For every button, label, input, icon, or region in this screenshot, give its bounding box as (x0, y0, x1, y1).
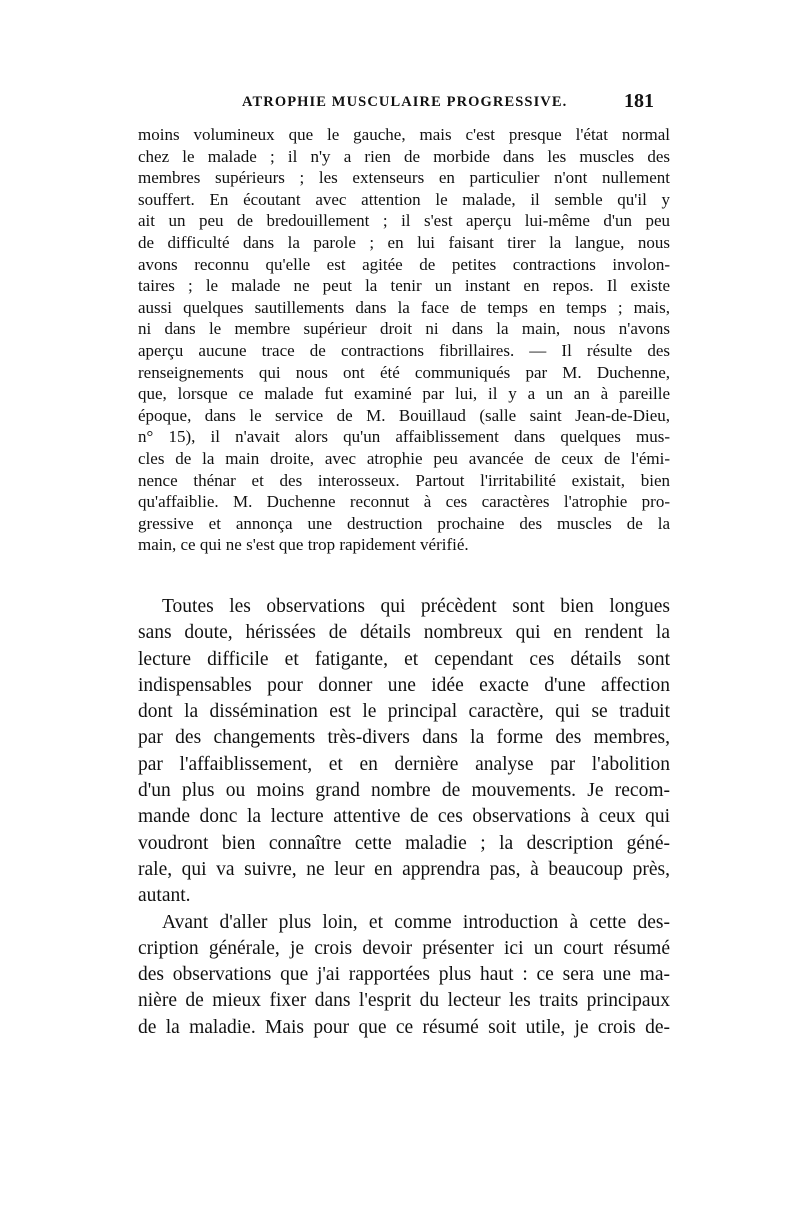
text-line: aperçu aucune trace de contractions fibrillaires. — Il résulte des (138, 340, 670, 360)
text-line: n° 15), il n'avait alors qu'un affaiblissement dans quelques mus- (138, 427, 670, 447)
text-line: nence thénar et des interosseux. Partout l'irritabilité existait, bien (138, 470, 670, 490)
text-line: de difficulté dans la parole ; en lui faisant tirer la langue, nous (138, 232, 670, 252)
page-number: 181 (624, 90, 654, 112)
text-line: que, lorsque ce malade fut examiné par lui, il y a un an à pareille (138, 384, 670, 404)
text-line: Avant d'aller plus loin, et comme introduction à cette des- (162, 911, 670, 933)
text-line: par des changements très-divers dans la forme des membres, (138, 727, 670, 749)
text-line: mande donc la lecture attentive de ces observations à ceux qui (138, 806, 670, 828)
text-line: autant. (138, 885, 191, 907)
text-line: ait un peu de bredouillement ; il s'est aperçu lui-même d'un peu (138, 211, 670, 231)
text-line: voudront bien connaître cette maladie ; la description géné- (138, 832, 670, 854)
text-line: lecture difficile et fatigante, et cependant ces détails sont (138, 648, 670, 670)
text-line: indispensables pour donner une idée exacte d'une affection (138, 674, 670, 696)
text-line: avons reconnu qu'elle est agitée de petites contractions involon- (138, 254, 670, 274)
text-line: chez le malade ; il n'y a rien de morbide dans les muscles des (138, 146, 670, 166)
discussion-paragraphs (138, 594, 670, 1041)
running-title: ATROPHIE MUSCULAIRE PROGRESSIVE. (242, 94, 568, 110)
text-line: des observations que j'ai rapportées plus haut : ce sera une ma- (138, 964, 670, 986)
text-line: membres supérieurs ; les extenseurs en particulier n'ont nullement (138, 168, 670, 188)
text-line: cles de la main droite, avec atrophie peu avancée de ceux de l'émi- (138, 448, 670, 468)
text-line: d'un plus ou moins grand nombre de mouvements. Je recom- (138, 780, 670, 802)
text-line: dont la dissémination est le principal caractère, qui se traduit (138, 701, 670, 723)
text-line: gressive et annonça une destruction prochaine des muscles de la (138, 513, 670, 533)
text-line: par l'affaiblissement, et en dernière analyse par l'abolition (138, 753, 670, 775)
text-line: moins volumineux que le gauche, mais c'est presque l'état normal (138, 125, 670, 144)
text-line: rale, qui va suivre, ne leur en apprendra pas, à beaucoup près, (138, 858, 670, 880)
text-line: cription générale, je crois devoir présenter ici un court résumé (138, 937, 670, 959)
text-line: ni dans le membre supérieur droit ni dans la main, nous n'avons (138, 319, 670, 339)
text-line: époque, dans le service de M. Bouillaud (salle saint Jean-de-Dieu, (138, 405, 670, 425)
text-line: Toutes les observations qui précèdent sont bien longues (162, 596, 670, 617)
text-line: nière de mieux fixer dans l'esprit du lecteur les traits principaux (138, 990, 670, 1012)
text-line: renseignements qui nous ont été communiqués par M. Duchenne, (138, 362, 670, 382)
text-line: aussi quelques sautillements dans la face de temps en temps ; mais, (138, 297, 670, 317)
text-line: sans doute, hérissées de détails nombreux qui en rendent la (138, 622, 670, 644)
text-line: qu'affaiblie. M. Duchenne reconnut à ces caractères l'atrophie pro- (138, 492, 670, 512)
text-line: main, ce qui ne s'est que trop rapidement vérifié. (138, 535, 469, 555)
text-line: souffert. En écoutant avec attention le malade, il semble qu'il y (138, 189, 670, 209)
text-line: de la maladie. Mais pour que ce résumé soit utile, je crois de- (138, 1016, 670, 1038)
text-line: taires ; le malade ne peut la tenir un instant en repos. Il existe (138, 276, 670, 296)
observation-paragraph (138, 124, 670, 556)
page-header (0, 90, 800, 122)
